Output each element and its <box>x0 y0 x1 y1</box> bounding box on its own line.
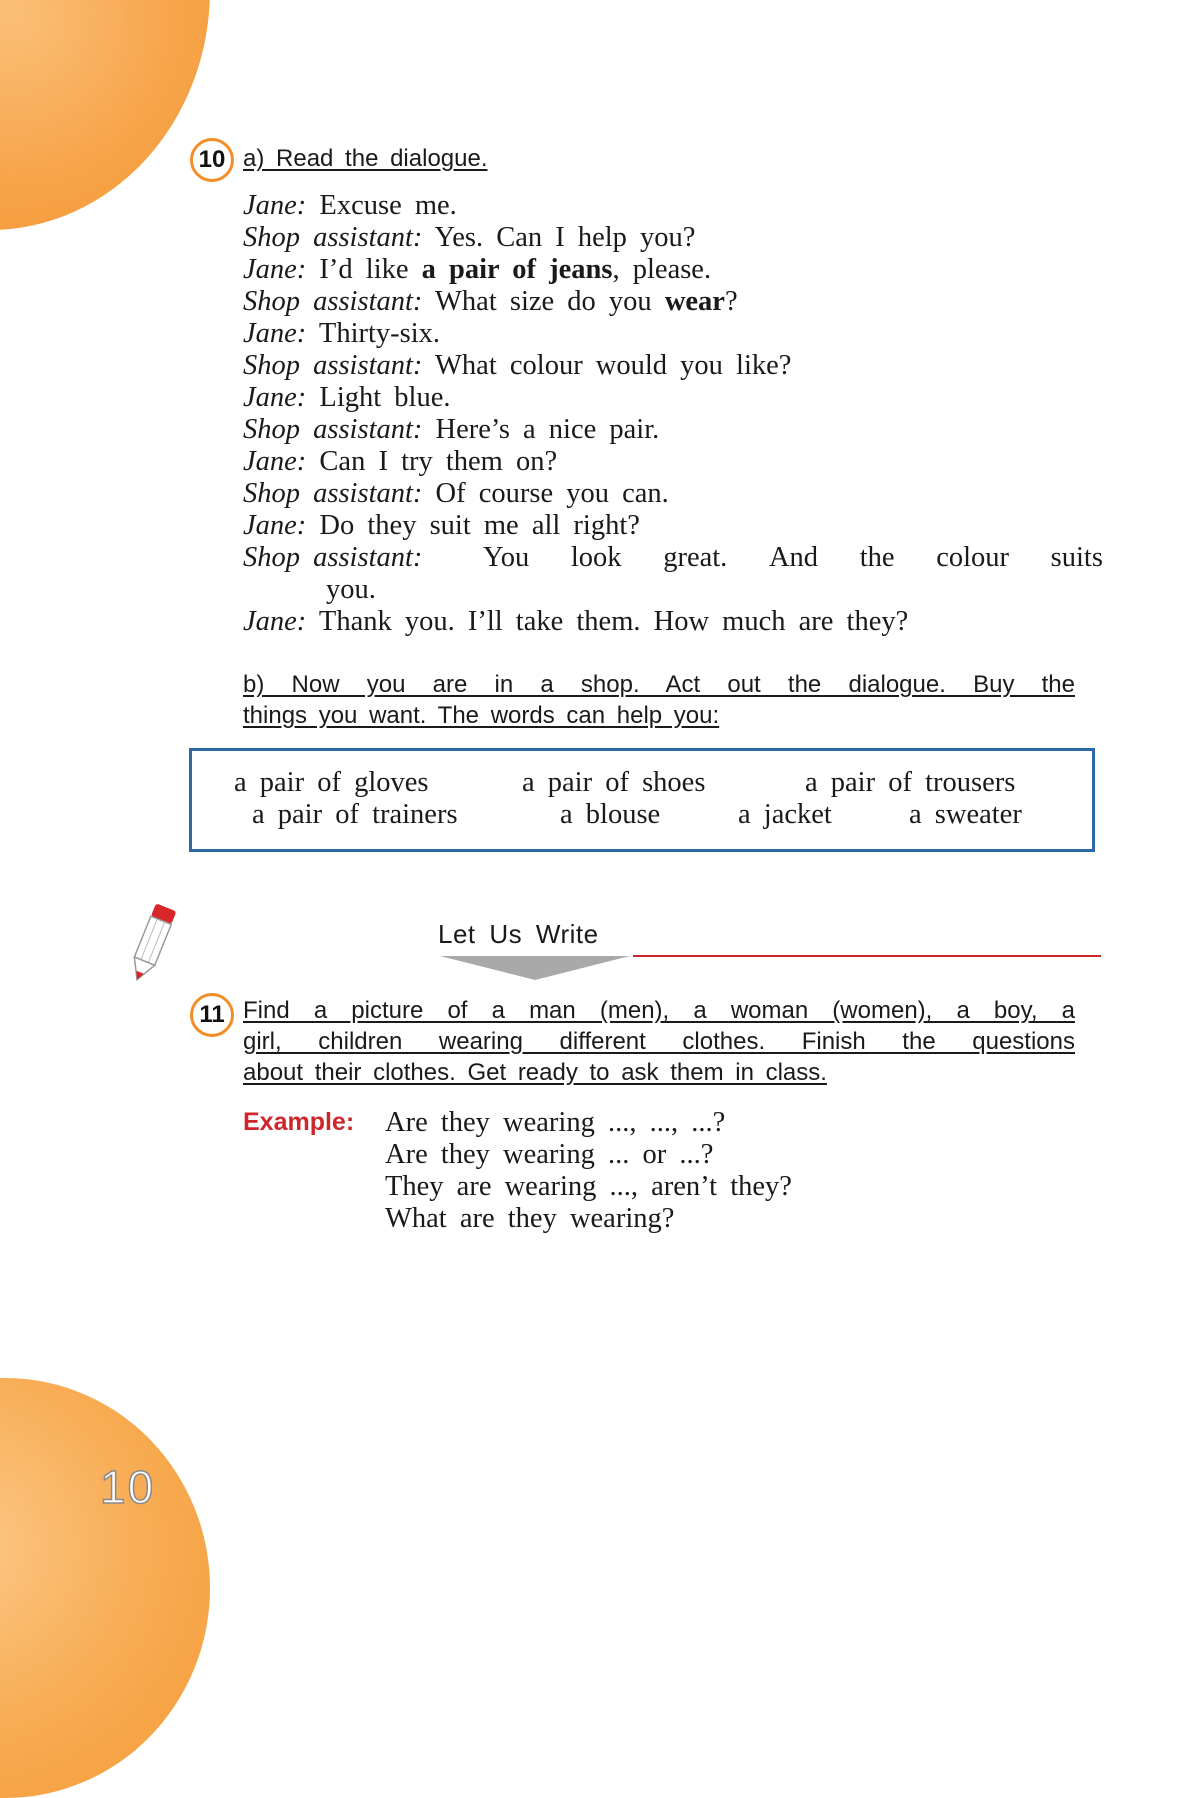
pencil-icon <box>120 900 180 990</box>
word-item: a pair of trainers <box>252 799 458 830</box>
dialogue-line: Jane: Do they suit me all right? <box>243 510 640 541</box>
dialogue-justified-text: You look great. And the colour suits <box>483 542 1103 573</box>
word-box <box>189 748 1095 852</box>
example-list <box>385 1107 792 1235</box>
dialogue-line: Shop assistant: Yes. Can I help you? <box>243 222 696 253</box>
example-question: They are wearing ..., aren’t they? <box>385 1171 792 1202</box>
dialogue <box>243 190 1103 638</box>
word-item: a pair of trousers <box>805 767 1016 798</box>
section-arrow <box>440 956 630 980</box>
dialogue-line: Jane: Light blue. <box>243 382 451 413</box>
word-item: a blouse <box>560 799 661 830</box>
exercise-10b-instruction-line2: things you want. The words can help you: <box>243 702 720 729</box>
dialogue-line: Shop assistant: Of course you can. <box>243 478 669 509</box>
page-number: 10 <box>100 1461 156 1513</box>
dialogue-line: Jane: Excuse me. <box>243 190 457 221</box>
dialogue-line: Shop assistant: Here’s a nice pair. <box>243 414 660 445</box>
example-question: What are they wearing? <box>385 1203 675 1234</box>
dialogue-line: Shop assistant: What size do you wear? <box>243 286 738 317</box>
dialogue-line: Shop assistant: What colour would you like? <box>243 350 792 381</box>
word-item: a pair of gloves <box>234 767 429 798</box>
dialogue-line-continuation: you. <box>326 574 376 605</box>
exercise-11-badge: 11 <box>190 993 234 1037</box>
word-item: a pair of shoes <box>522 767 706 798</box>
section-rule <box>633 955 1101 957</box>
decorative-corner-bottom <box>0 1378 210 1798</box>
word-item: a jacket <box>738 799 832 830</box>
key-word: wear <box>664 286 725 317</box>
exercise-11-instruction-line3: about their clothes. Get ready to ask them in class. <box>243 1059 827 1086</box>
dialogue-line: Jane: Thirty-six. <box>243 318 441 349</box>
decorative-corner-top <box>0 0 210 230</box>
exercise-10a-instruction: a) Read the dialogue. <box>243 145 488 172</box>
word-item: a sweater <box>909 799 1022 830</box>
exercise-11-instruction-line2: girl, children wearing different clothes. Finish the questions <box>243 1028 1075 1055</box>
dialogue-line: Shop assistant: You look great. And the colour suits <box>243 542 1103 573</box>
section-title: Let Us Write <box>438 919 599 949</box>
dialogue-line: Jane: Can I try them on? <box>243 446 558 477</box>
exercise-10-badge: 10 <box>190 138 234 182</box>
exercise-11-instruction-line1: Find a picture of a man (men), a woman (women), a boy, a <box>243 997 1075 1024</box>
dialogue-line: Jane: Thank you. I’ll take them. How much are they? <box>243 606 909 637</box>
example-label: Example: <box>243 1108 355 1136</box>
example-question: Are they wearing ..., ..., ...? <box>385 1107 726 1138</box>
example-question: Are they wearing ... or ...? <box>385 1139 714 1170</box>
dialogue-line: Jane: I’d like a pair of jeans, please. <box>243 254 712 285</box>
exercise-10b-instruction-line1: b) Now you are in a shop. Act out the dialogue. Buy the <box>243 671 1075 698</box>
key-phrase: a pair of jeans <box>421 254 613 285</box>
